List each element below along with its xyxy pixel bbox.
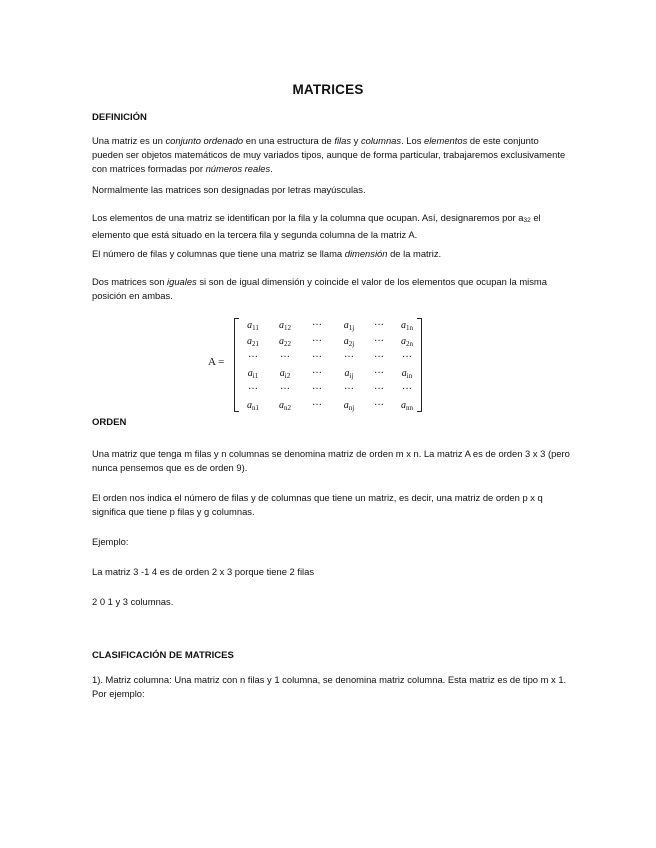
definition-term-numeros-reales: números reales <box>205 163 271 174</box>
paragraph-dimension <box>92 247 570 261</box>
matrix-cell: ··· <box>374 368 384 379</box>
matrix-cell: ··· <box>402 352 412 363</box>
paragraph-orden-mxn: Una matriz que tenga m filas y n columnas se denomina matriz de orden m x n. La matriz A es de orden 3 x 3 (pero nunca pensemos que es de orden 9). <box>92 448 570 473</box>
matrix-cell: $a_{12}$ <box>279 320 291 332</box>
matrix-cell: $a_{2j}$ <box>343 336 355 348</box>
matrix-cell: ··· <box>248 384 258 395</box>
matrix-cell: $a_{11}$ <box>247 320 259 332</box>
matrix-cell: $a_{i2}$ <box>279 368 291 380</box>
page-title: MATRICES <box>292 82 364 97</box>
dimension-text-c: de la matriz. <box>387 248 442 259</box>
definition-term-elementos: elementos <box>424 135 468 146</box>
heading-clasificacion: CLASIFICACIÓN DE MATRICES <box>92 650 234 661</box>
elementos-subscript: 32 <box>523 217 531 224</box>
elementos-text-b: el elemento que está situado en la tercera fila y segunda columna de la matriz A. <box>92 212 541 240</box>
matrix-cell: ··· <box>344 352 354 363</box>
matrix-cell: ··· <box>374 352 384 363</box>
heading-orden: ORDEN <box>92 417 127 428</box>
matrix-cell: ··· <box>312 320 322 331</box>
matrix-cell: $a_{n1}$ <box>247 400 259 412</box>
matrix-cell: ··· <box>344 384 354 395</box>
matrix-cell: ··· <box>312 336 322 347</box>
matrix-cell: $a_{i1}$ <box>247 368 259 380</box>
matrix-label: A = <box>208 356 225 368</box>
general-matrix-figure <box>208 314 426 414</box>
definition-text-e: y <box>351 135 361 146</box>
definition-term-filas: filas <box>334 135 352 146</box>
matrix-cell: ··· <box>280 352 290 363</box>
paragraph-mayusculas: Normalmente las matrices son designadas por letras mayúsculas. <box>92 184 366 195</box>
matrix-cell: $a_{n2}$ <box>279 400 291 412</box>
heading-definicion: DEFINICIÓN <box>92 112 147 123</box>
matrix-cell: $a_{1n}$ <box>401 320 413 332</box>
paragraph-ejemplo-columnas: 2 0 1 y 3 columnas. <box>92 596 174 607</box>
matrix-cell: $a_{ij}$ <box>344 368 354 380</box>
definition-paragraph <box>92 134 570 176</box>
paragraph-matriz-columna: 1). Matriz columna: Una matriz con n filas y 1 columna, se denomina matriz columna. Esta matriz es de tipo m x 1. Por ejemplo: <box>92 674 567 699</box>
definition-text-k: . <box>270 163 273 174</box>
matrix-cell: ··· <box>374 400 384 411</box>
paragraph-iguales <box>92 275 570 303</box>
iguales-term: iguales <box>167 276 197 287</box>
paragraph-elementos <box>92 211 570 242</box>
matrix-cell: ··· <box>374 320 384 331</box>
elementos-text-a: Los elementos de una matriz se identifican por la fila y la columna que ocupan. Así, designaremos por a <box>92 212 524 223</box>
matrix-cell: $a_{21}$ <box>247 336 259 348</box>
matrix-cell: ··· <box>280 384 290 395</box>
matrix-cell: $a_{nn}$ <box>401 400 413 412</box>
matrix-cell: $a_{in}$ <box>401 368 413 380</box>
definition-text-c: en una estructura de <box>243 135 335 146</box>
matrix-cell: $a_{1j}$ <box>343 320 355 332</box>
matrix-cell: ··· <box>312 400 322 411</box>
dimension-term: dimensión <box>344 248 388 259</box>
iguales-text-a: Dos matrices son <box>92 276 168 287</box>
iguales-text-c: si son de igual dimensión y coincide el valor de los elementos que ocupan la misma posición en ambas. <box>92 276 547 301</box>
matrix-cell: $a_{nj}$ <box>343 400 355 412</box>
matrix-cell: ··· <box>312 368 322 379</box>
matrix-cell: ··· <box>312 352 322 363</box>
matrix-cell: $a_{2n}$ <box>401 336 413 348</box>
definition-text-a: Una matriz es un <box>92 135 166 146</box>
definition-term-conjunto-ordenado: conjunto ordenado <box>165 135 244 146</box>
matrix-cell: $a_{22}$ <box>279 336 291 348</box>
paragraph-orden-pxq: El orden nos indica el número de filas y de columnas que tiene un matriz, es decir, una matriz de orden p x q significa que tiene p filas y g columnas. <box>92 492 543 517</box>
definition-text-g: . Los <box>401 135 424 146</box>
paragraph-ejemplo: Ejemplo: <box>92 536 129 547</box>
dimension-text-a: El número de filas y columnas que tiene una matriz se llama <box>92 248 345 259</box>
matrix-cell: ··· <box>374 336 384 347</box>
matrix-cell: ··· <box>312 384 322 395</box>
paragraph-ejemplo-matriz: La matriz 3 -1 4 es de orden 2 x 3 porque tiene 2 filas <box>92 566 315 577</box>
definition-text-i: de este conjunto pueden ser objetos matemáticos de muy variados tipos, aunque de forma particular, trabajaremos exclusivamente con matrices formadas por <box>92 135 566 174</box>
matrix-cell: ··· <box>374 384 384 395</box>
definition-term-columnas: columnas <box>360 135 402 146</box>
matrix-cell: ··· <box>402 384 412 395</box>
matrix-cell: ··· <box>248 352 258 363</box>
